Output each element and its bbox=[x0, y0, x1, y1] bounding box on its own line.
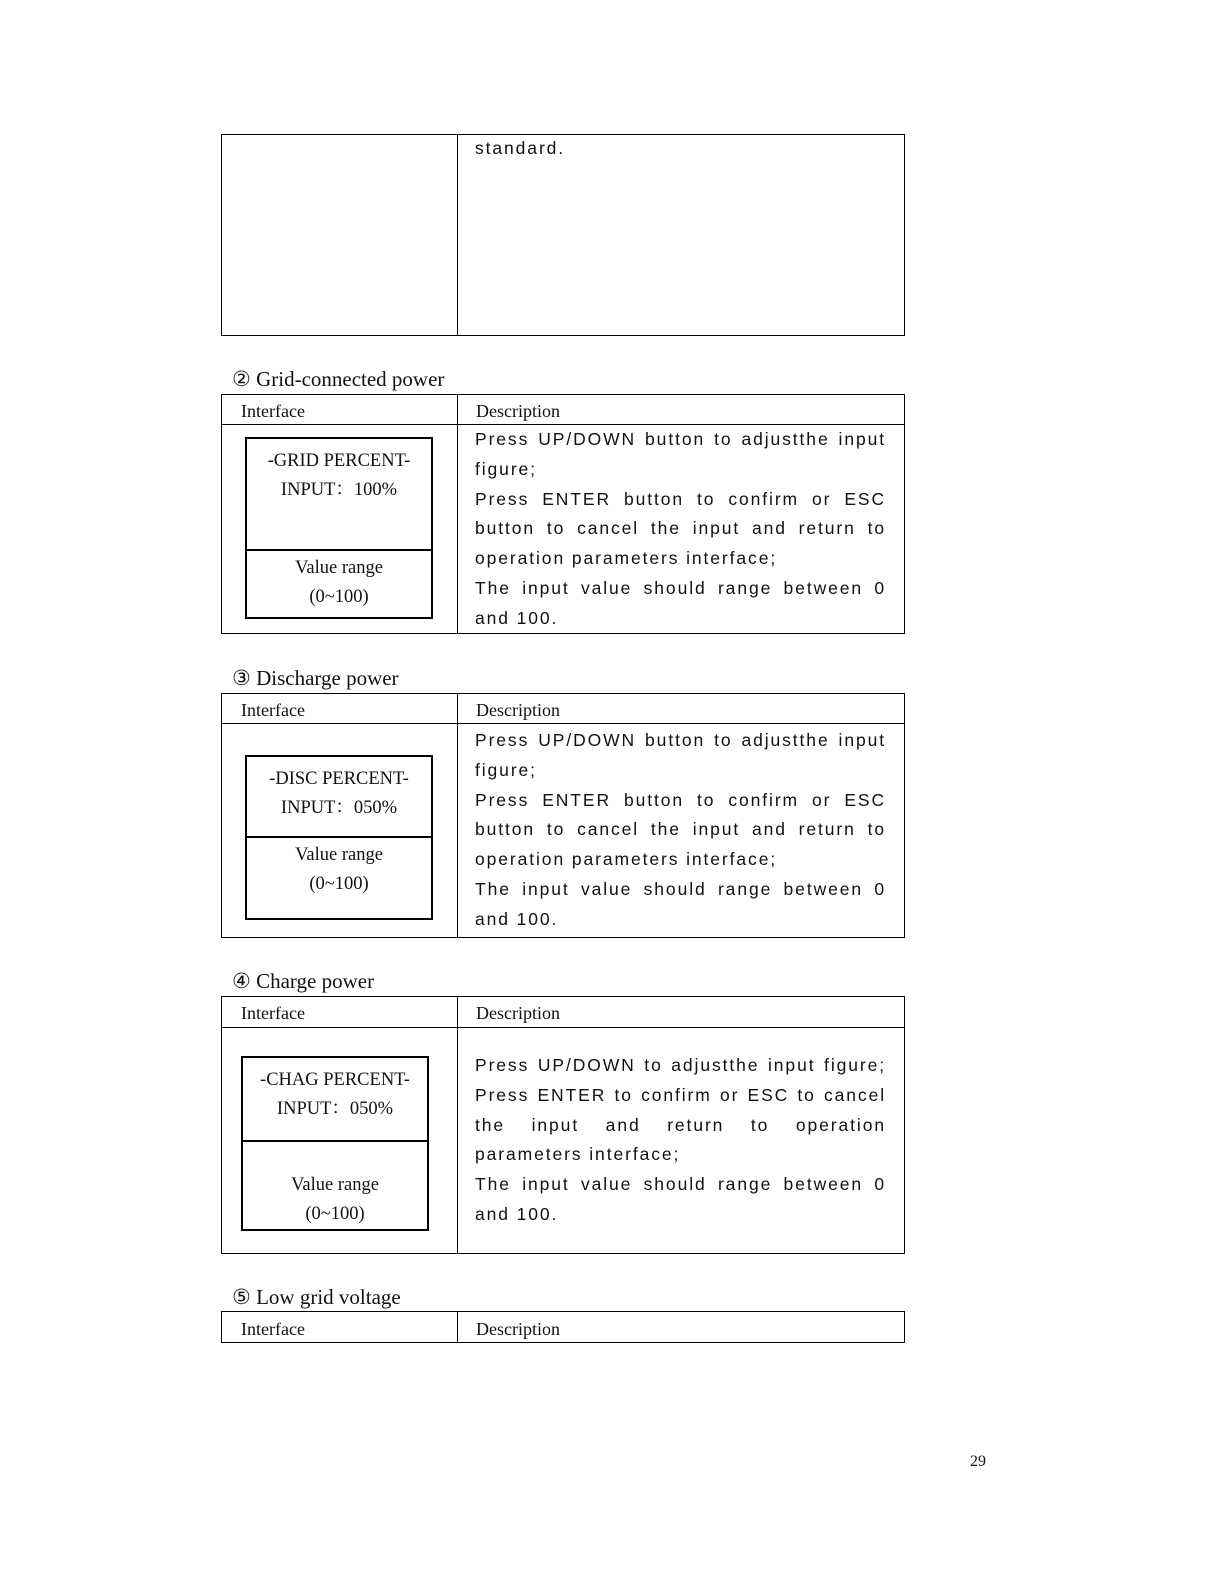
desc-line: operation parameters interface; bbox=[475, 548, 778, 569]
lcd-range: (0~100) bbox=[309, 587, 369, 607]
description-charge-power bbox=[475, 1051, 886, 1230]
lcd-range-label: Value range bbox=[291, 1175, 379, 1195]
section-heading-discharge-power: ③ Discharge power bbox=[232, 666, 399, 690]
column-header-interface: Interface bbox=[241, 1319, 305, 1339]
column-header-description: Description bbox=[476, 700, 560, 720]
top-table bbox=[221, 134, 905, 336]
lcd-title: -CHAG PERCENT- bbox=[260, 1070, 410, 1090]
desc-line: Press UP/DOWN button to adjustthe input bbox=[475, 429, 886, 449]
low-grid-voltage-table bbox=[221, 1311, 905, 1343]
lcd-screen-chag-percent bbox=[241, 1056, 429, 1231]
desc-line: and 100. bbox=[475, 908, 559, 929]
desc-line: figure; bbox=[475, 458, 537, 479]
lcd-divider bbox=[243, 1140, 427, 1142]
lcd-divider bbox=[247, 549, 431, 551]
table-column-divider bbox=[457, 1311, 458, 1343]
lcd-input-value: INPUT：050% bbox=[276, 1099, 394, 1119]
lcd-input-value: INPUT：050% bbox=[280, 798, 398, 818]
desc-line: Press ENTER button to confirm or ESC bbox=[475, 488, 886, 509]
desc-line: button to cancel the input and return to bbox=[475, 819, 886, 840]
table-header-divider bbox=[221, 1027, 905, 1028]
lcd-divider bbox=[247, 836, 431, 838]
column-header-description: Description bbox=[476, 1003, 560, 1023]
table-column-divider bbox=[457, 693, 458, 938]
section-heading-charge-power: ④ Charge power bbox=[232, 969, 375, 993]
desc-line: button to cancel the input and return to bbox=[475, 518, 886, 539]
lcd-range-label: Value range bbox=[295, 558, 383, 578]
lcd-range-label: Value range bbox=[295, 845, 383, 865]
desc-line: Press ENTER button to confirm or ESC bbox=[475, 789, 886, 810]
desc-line: the input and return to operation bbox=[475, 1114, 886, 1135]
description-grid-power bbox=[475, 425, 886, 634]
section-heading-low-grid-voltage: ⑤ Low grid voltage bbox=[232, 1285, 401, 1309]
column-header-description: Description bbox=[476, 401, 560, 421]
section-heading-grid-connected-power: ② Grid-connected power bbox=[232, 367, 445, 391]
lcd-title: -DISC PERCENT- bbox=[269, 769, 409, 789]
lcd-screen-disc-percent bbox=[245, 755, 433, 920]
lcd-screen-grid-percent bbox=[245, 437, 433, 619]
column-header-interface: Interface bbox=[241, 1003, 305, 1023]
page-number: 29 bbox=[970, 1453, 986, 1470]
lcd-range: (0~100) bbox=[305, 1204, 365, 1224]
desc-line: figure; bbox=[475, 759, 537, 780]
lcd-range: (0~100) bbox=[309, 874, 369, 894]
column-header-interface: Interface bbox=[241, 401, 305, 421]
desc-line: and 100. bbox=[475, 607, 559, 628]
desc-line: Press UP/DOWN button to adjustthe input bbox=[475, 730, 886, 750]
description-discharge-power bbox=[475, 726, 886, 935]
desc-line: The input value should range between 0 bbox=[475, 878, 886, 899]
top-table-description bbox=[475, 134, 886, 164]
desc-line: Press UP/DOWN to adjustthe input figure; bbox=[475, 1055, 886, 1075]
desc-line: and 100. bbox=[475, 1203, 559, 1224]
desc-line: The input value should range between 0 bbox=[475, 1174, 886, 1195]
table-column-divider bbox=[457, 394, 458, 634]
top-table-divider bbox=[457, 134, 458, 336]
lcd-input-value: INPUT：100% bbox=[280, 480, 398, 500]
table-column-divider bbox=[457, 996, 458, 1254]
desc-line: Press ENTER to confirm or ESC to cancel bbox=[475, 1084, 886, 1105]
lcd-title: -GRID PERCENT- bbox=[267, 451, 411, 471]
column-header-description: Description bbox=[476, 1319, 560, 1339]
desc-line: The input value should range between 0 bbox=[475, 577, 886, 598]
column-header-interface: Interface bbox=[241, 700, 305, 720]
desc-line: parameters interface; bbox=[475, 1144, 681, 1165]
desc-line: operation parameters interface; bbox=[475, 849, 778, 870]
table-header-divider bbox=[221, 723, 905, 724]
desc-line: standard. bbox=[475, 138, 566, 158]
